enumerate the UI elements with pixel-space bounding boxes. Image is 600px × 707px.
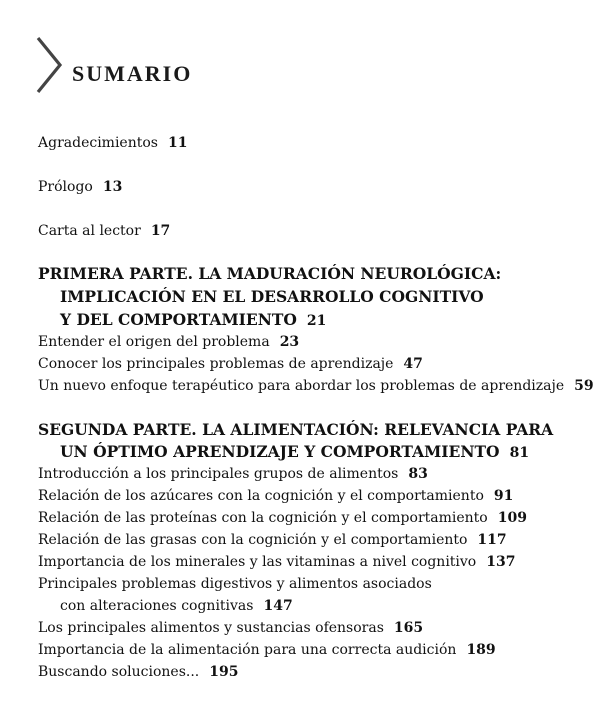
toc-entry-page: 17 [150, 223, 171, 239]
toc-entry [38, 487, 513, 505]
part1-heading-line3 [60, 309, 326, 332]
toc-entry-page: 165 [393, 620, 424, 636]
toc-entry-label: Buscando soluciones... [38, 664, 200, 680]
toc-entry-page: 13 [102, 179, 123, 195]
toc-entry [38, 553, 515, 571]
toc-entry [38, 333, 299, 351]
toc-entry [38, 509, 527, 527]
toc-entry [38, 355, 423, 373]
part1-heading-line1: PRIMERA PARTE. LA MADURACIÓN NEUROLÓGICA: [38, 264, 502, 283]
toc-entry-page: 91 [493, 488, 514, 504]
toc-entry-label: con alteraciones cognitivas [60, 598, 254, 614]
toc-entry-label: Un nuevo enfoque terapéutico para abordar los problemas de aprendizaje [38, 378, 565, 394]
toc-entry-label: Prólogo [38, 179, 93, 195]
toc-entry-label: Importancia de la alimentación para una correcta audición [38, 642, 457, 658]
toc-entry-label: Relación de las grasas con la cognición y el comportamiento [38, 532, 468, 548]
toc-entry-prologo [38, 178, 122, 196]
toc-entry-page: 109 [497, 510, 527, 526]
toc-entry-label: Importancia de los minerales y las vitaminas a nivel cognitivo [38, 554, 477, 570]
toc-entry-label: Relación de las proteínas con la cognición y el comportamiento [38, 510, 488, 526]
toc-entry-label: Principales problemas digestivos y alimentos asociados [38, 576, 432, 592]
toc-entry-page: 147 [263, 598, 293, 614]
part2-page: 81 [509, 445, 530, 461]
part1-page: 21 [306, 313, 327, 329]
toc-entry [38, 531, 507, 549]
toc-entry-label: Carta al lector [38, 223, 141, 239]
toc-entry-page: 23 [279, 334, 300, 350]
page-title: SUMARIO [72, 61, 193, 86]
part1-heading-text: Y DEL COMPORTAMIENTO [60, 310, 297, 329]
toc-entry-page: 47 [403, 356, 423, 372]
toc-entry-agradecimientos [38, 134, 187, 152]
toc-entry [38, 575, 432, 593]
toc-entry-label: Conocer los principales problemas de aprendizaje [38, 356, 394, 372]
part2-heading-line2 [60, 441, 529, 464]
toc-entry [38, 619, 423, 637]
toc-entry [38, 641, 496, 659]
chevron-decoration-icon [34, 36, 64, 94]
toc-entry-label: Relación de los azúcares con la cognición y el comportamiento [38, 488, 484, 504]
toc-entry-page: 189 [466, 642, 496, 658]
toc-entry-label: Entender el origen del problema [38, 334, 270, 350]
toc-entry-page: 195 [209, 664, 239, 680]
part1-heading-line2: IMPLICACIÓN EN EL DESARROLLO COGNITIVO [60, 287, 484, 306]
toc-entry [38, 377, 594, 395]
toc-entry-page: 117 [477, 532, 507, 548]
toc-entry-label: Los principales alimentos y sustancias ofensoras [38, 620, 384, 636]
toc-entry [38, 465, 428, 483]
toc-entry-continuation [60, 597, 293, 615]
toc-entry [38, 663, 238, 681]
toc-entry-page: 137 [486, 554, 516, 570]
toc-entry-carta-al-lector [38, 222, 170, 240]
part2-heading-text: UN ÓPTIMO APRENDIZAJE Y COMPORTAMIENTO [60, 442, 500, 461]
part2-heading-line1: SEGUNDA PARTE. LA ALIMENTACIÓN: RELEVANCIA PARA [38, 420, 554, 439]
toc-entry-page: 83 [408, 466, 428, 482]
toc-entry-page: 59 [574, 378, 594, 394]
toc-entry-page: 11 [167, 135, 188, 151]
toc-entry-label: Agradecimientos [38, 135, 158, 151]
toc-entry-label: Introducción a los principales grupos de alimentos [38, 466, 399, 482]
